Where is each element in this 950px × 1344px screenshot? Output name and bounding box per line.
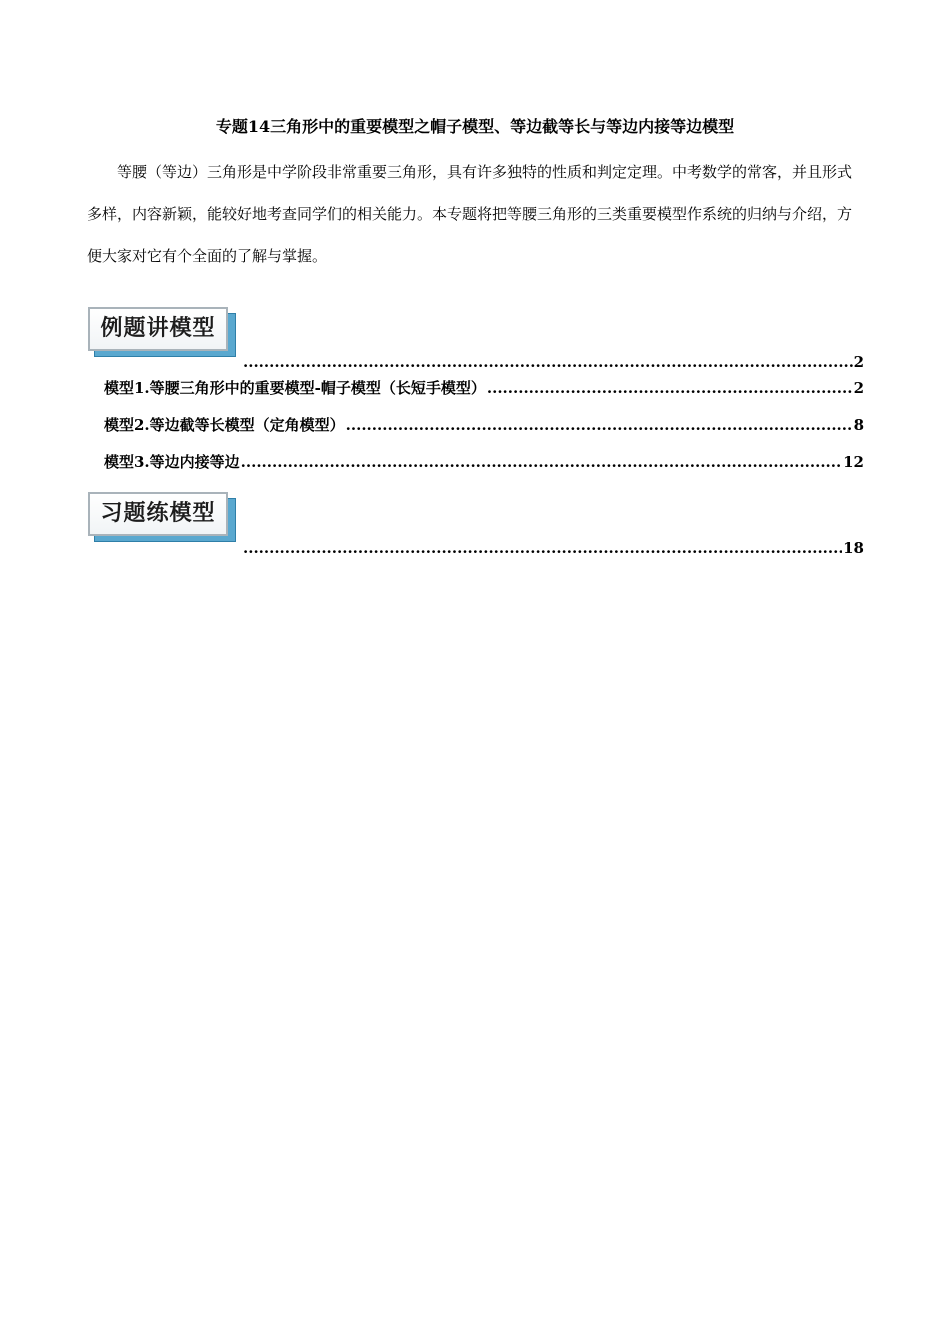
toc-entry-model-3[interactable] [104, 452, 864, 472]
toc-leader-dots [241, 452, 842, 472]
toc-entry-model-2[interactable] [104, 415, 864, 435]
banner-label: 习题练模型 [100, 501, 216, 526]
banner-label: 例题讲模型 [100, 316, 216, 341]
toc-page-number: 12 [843, 453, 864, 471]
toc-entry-model-1[interactable] [104, 378, 864, 398]
toc-entry-label: 模型1.等腰三角形中的重要模型-帽子模型（长短手模型） [104, 379, 486, 397]
toc-leader-dots [243, 538, 842, 558]
toc-entry-label: 模型2.等边截等长模型（定角模型） [104, 416, 345, 434]
toc-leader-dots [243, 352, 853, 372]
toc-leader-dots [346, 415, 853, 435]
intro-paragraph [87, 151, 865, 277]
toc-page-number: 2 [853, 353, 864, 371]
toc-leader-dots [487, 378, 853, 398]
section-banner-examples[interactable] [88, 307, 240, 359]
toc-entry-examples[interactable] [242, 352, 864, 372]
toc-page-number: 2 [853, 379, 864, 397]
toc-page-number: 18 [843, 539, 864, 557]
toc-page-number: 8 [853, 416, 864, 434]
intro-text: 等腰（等边）三角形是中学阶段非常重要三角形，具有许多独特的性质和判定定理。中考数学的常客，并且形式多样，内容新颖，能较好地考查同学们的相关能力。本专题将把等腰三角形的三类重要模型作系统的归纳与介绍，方便大家对它有个全面的了解与掌握。 [87, 163, 853, 265]
page-title: 专题14三角形中的重要模型之帽子模型、等边截等长与等边内接等边模型 [215, 117, 735, 136]
toc-entry-exercises[interactable] [242, 538, 864, 558]
section-banner-exercises[interactable] [88, 492, 240, 544]
toc-entry-label: 模型3.等边内接等边 [104, 453, 240, 471]
